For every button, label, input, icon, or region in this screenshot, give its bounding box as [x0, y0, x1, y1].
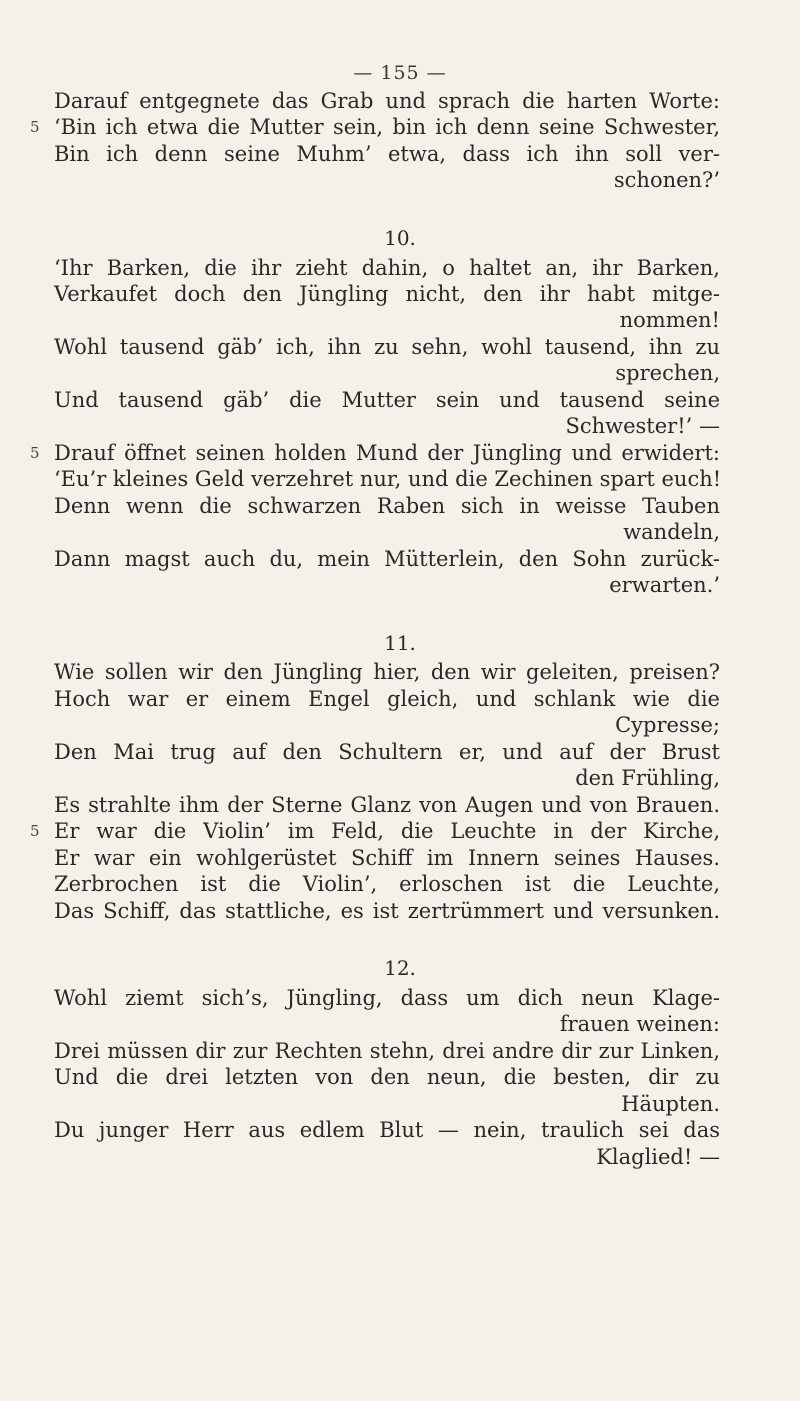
- text-line: Das Schiff, das stattliche, es ist zertrümmert und versunken.: [54, 899, 720, 923]
- text-line: ‘Ihr Barken, die ihr zieht dahin, o haltet an, ihr Barken,: [54, 256, 720, 280]
- text-line: Verkaufet doch den Jüngling nicht, den ihr habt mitge-: [54, 282, 720, 306]
- text-line: Denn wenn die schwarzen Raben sich in weisse Tauben: [54, 494, 720, 518]
- text-line: erwarten.’: [609, 573, 720, 597]
- text-line: Drei müssen dir zur Rechten stehn, drei andre dir zur Linken,: [54, 1039, 720, 1063]
- text-line: Drauf öffnet seinen holden Mund der Jüngling und erwidert:: [54, 441, 720, 465]
- text-line: ‘Bin ich etwa die Mutter sein, bin ich denn seine Schwester,: [54, 115, 720, 139]
- text-line: Den Mai trug auf den Schultern er, und auf der Brust: [54, 740, 720, 764]
- text-line: Zerbrochen ist die Violin’, erloschen ist die Leuchte,: [54, 872, 720, 896]
- text-line: Es strahlte ihm der Sterne Glanz von Augen und von Brauen.: [54, 793, 720, 817]
- text-line: Du junger Herr aus edlem Blut — nein, traulich sei das: [54, 1118, 720, 1142]
- section-title-11: 11.: [384, 631, 416, 655]
- text-line: Klaglied! —: [596, 1145, 720, 1169]
- text-line: Häupten.: [621, 1092, 720, 1116]
- text-line: Schwester!’ —: [565, 414, 720, 438]
- text-line: Darauf entgegnete das Grab und sprach die harten Worte:: [54, 89, 720, 113]
- text-line: Bin ich denn seine Muhm’ etwa, dass ich ihn soll ver-: [54, 142, 720, 166]
- line-number: 5: [30, 822, 40, 840]
- text-line: Wie sollen wir den Jüngling hier, den wir geleiten, preisen?: [54, 660, 720, 684]
- text-line: sprechen,: [615, 361, 720, 385]
- text-line: den Frühling,: [575, 766, 720, 790]
- section-title-12: 12.: [384, 956, 416, 980]
- text-line: schonen?’: [613, 168, 720, 192]
- text-line: Er war ein wohlgerüstet Schiff im Innern seines Hauses.: [54, 846, 720, 870]
- text-line: Er war die Violin’ im Feld, die Leuchte in der Kirche,: [54, 819, 720, 843]
- text-line: Und die drei letzten von den neun, die besten, dir zu: [54, 1065, 720, 1089]
- text-line: frauen weinen:: [559, 1012, 720, 1036]
- text-line: Dann magst auch du, mein Mütterlein, den Sohn zurück-: [54, 547, 720, 571]
- text-line: Wohl ziemt sich’s, Jüngling, dass um dich neun Klage-: [54, 986, 720, 1010]
- text-line: Wohl tausend gäb’ ich, ihn zu sehn, wohl tausend, ihn zu: [54, 335, 720, 359]
- line-number: 5: [30, 118, 40, 136]
- section-title-10: 10.: [384, 226, 416, 250]
- text-line: Cypresse;: [615, 713, 720, 737]
- text-line: ‘Eu’r kleines Geld verzehret nur, und die Zechinen spart euch!: [54, 467, 722, 491]
- page-number: — 155 —: [353, 62, 447, 84]
- text-line: Und tausend gäb’ die Mutter sein und tausend seine: [54, 388, 720, 412]
- text-line: nommen!: [619, 308, 720, 332]
- text-line: wandeln,: [623, 520, 720, 544]
- line-number: 5: [30, 444, 40, 462]
- text-line: Hoch war er einem Engel gleich, und schlank wie die: [54, 687, 720, 711]
